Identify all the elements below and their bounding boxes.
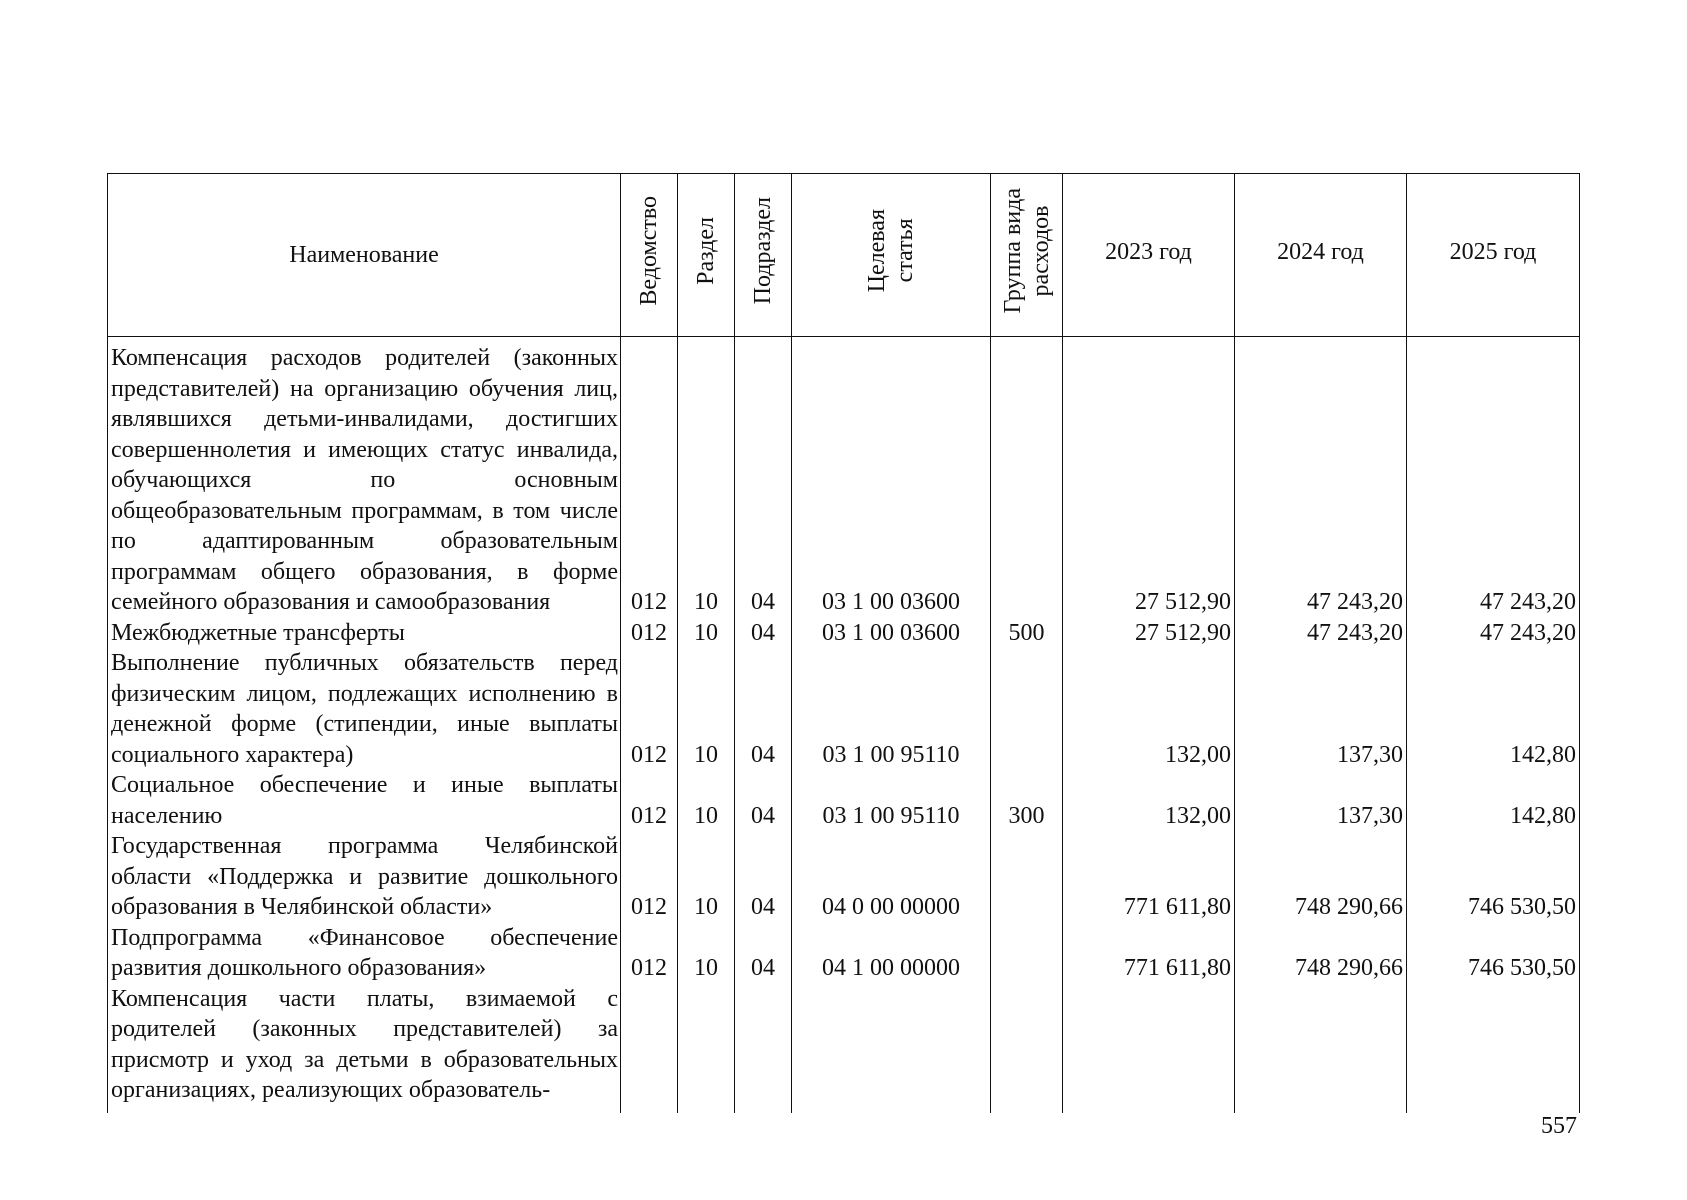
header-year-2025: 2025 год: [1407, 174, 1580, 337]
row-gruppa: 500: [991, 618, 1063, 649]
table-row: [108, 770, 1580, 831]
row-podrazdel: 04: [735, 648, 792, 770]
row-amount-2025: 142,80: [1407, 648, 1580, 770]
row-celevaya-statya: 04 0 00 00000: [792, 831, 991, 923]
row-podrazdel: 04: [735, 618, 792, 649]
header-podrazdel: [735, 174, 792, 337]
row-name: Межбюджетные трансферты: [108, 618, 621, 649]
row-amount-2024: 47 243,20: [1235, 618, 1407, 649]
row-amount-2023: 27 512,90: [1063, 618, 1235, 649]
header-celevaya-statya-label: Целевая статья: [864, 209, 918, 293]
header-celevaya-statya: [792, 174, 991, 337]
row-name: Подпрограмма «Финансовое обеспечение развития дошкольного образования»: [108, 923, 621, 984]
page-number: 557: [1541, 1113, 1577, 1139]
row-amount-2024: 748 290,66: [1235, 923, 1407, 984]
row-amount-2024: 137,30: [1235, 770, 1407, 831]
row-name: Компенсация расходов родителей (законных представителей) на организацию обучения лиц, являвшихся детьми-инвалидами, достигших совершеннолетия и имеющих статус инвалида, обучающихся по основным общеобразовательным программам, в том числе по адаптированным образовательным программам общего образования, в форме семейного образования и самообразования: [108, 337, 621, 618]
row-gruppa: 300: [991, 770, 1063, 831]
row-amount-2023: 771 611,80: [1063, 923, 1235, 984]
header-vedomstvo-label: Ведомство: [636, 195, 662, 306]
header-year-2024: 2024 год: [1235, 174, 1407, 337]
row-amount-2023: [1063, 984, 1235, 1106]
header-podrazdel-label: Подраздел: [750, 197, 776, 305]
row-vedomstvo: 012: [621, 648, 678, 770]
budget-table: [107, 173, 1580, 1113]
table-row: [108, 618, 1580, 649]
row-gruppa: [991, 337, 1063, 618]
row-amount-2023: 771 611,80: [1063, 831, 1235, 923]
table-row: [108, 923, 1580, 984]
row-vedomstvo: 012: [621, 337, 678, 618]
row-amount-2025: [1407, 984, 1580, 1106]
row-amount-2024: 47 243,20: [1235, 337, 1407, 618]
header-vedomstvo: [621, 174, 678, 337]
row-vedomstvo: 012: [621, 618, 678, 649]
row-name: Выполнение публичных обязательств перед физическим лицом, подлежащих исполнению в денежной форме (стипендии, иные выплаты социального характера): [108, 648, 621, 770]
row-name: Социальное обеспечение и иные выплаты населению: [108, 770, 621, 831]
row-amount-2024: 748 290,66: [1235, 831, 1407, 923]
row-gruppa: [991, 984, 1063, 1106]
table-row: [108, 831, 1580, 923]
row-celevaya-statya: [792, 984, 991, 1106]
row-gruppa: [991, 648, 1063, 770]
row-podrazdel: 04: [735, 831, 792, 923]
row-amount-2025: 47 243,20: [1407, 337, 1580, 618]
row-vedomstvo: [621, 984, 678, 1106]
row-amount-2025: 47 243,20: [1407, 618, 1580, 649]
row-celevaya-statya: 03 1 00 95110: [792, 770, 991, 831]
row-vedomstvo: 012: [621, 831, 678, 923]
row-podrazdel: 04: [735, 923, 792, 984]
row-vedomstvo: 012: [621, 770, 678, 831]
table-row: [108, 337, 1580, 618]
table-header-row: [108, 174, 1580, 337]
header-name: Наименование: [108, 174, 621, 337]
table-row: [108, 648, 1580, 770]
row-amount-2025: 746 530,50: [1407, 923, 1580, 984]
row-podrazdel: 04: [735, 337, 792, 618]
table-continuation: [108, 1106, 1580, 1113]
row-vedomstvo: 012: [621, 923, 678, 984]
header-razdel-label: Раздел: [693, 216, 719, 285]
row-gruppa: [991, 923, 1063, 984]
row-name: Компенсация части платы, взимаемой с родителей (законных представителей) за присмотр и уход за детьми в образовательных организациях, реализующих образователь-: [108, 984, 621, 1106]
row-podrazdel: [735, 984, 792, 1106]
row-razdel: 10: [678, 618, 735, 649]
row-razdel: 10: [678, 648, 735, 770]
row-razdel: 10: [678, 923, 735, 984]
row-celevaya-statya: 03 1 00 95110: [792, 648, 991, 770]
row-razdel: 10: [678, 770, 735, 831]
row-amount-2024: [1235, 984, 1407, 1106]
row-amount-2025: 746 530,50: [1407, 831, 1580, 923]
header-gruppa-vida-rashodov: [991, 174, 1063, 337]
row-name: Государственная программа Челябинской области «Поддержка и развитие дошкольного образования в Челябинской области»: [108, 831, 621, 923]
row-amount-2023: 132,00: [1063, 770, 1235, 831]
header-year-2023: 2023 год: [1063, 174, 1235, 337]
row-razdel: [678, 984, 735, 1106]
row-celevaya-statya: 03 1 00 03600: [792, 337, 991, 618]
row-amount-2025: 142,80: [1407, 770, 1580, 831]
header-gruppa-label: Группа вида расходов: [999, 188, 1054, 314]
row-celevaya-statya: 04 1 00 00000: [792, 923, 991, 984]
row-gruppa: [991, 831, 1063, 923]
row-amount-2023: 27 512,90: [1063, 337, 1235, 618]
row-celevaya-statya: 03 1 00 03600: [792, 618, 991, 649]
row-razdel: 10: [678, 831, 735, 923]
header-razdel: [678, 174, 735, 337]
row-podrazdel: 04: [735, 770, 792, 831]
row-amount-2023: 132,00: [1063, 648, 1235, 770]
table-row: [108, 984, 1580, 1106]
row-amount-2024: 137,30: [1235, 648, 1407, 770]
row-razdel: 10: [678, 337, 735, 618]
